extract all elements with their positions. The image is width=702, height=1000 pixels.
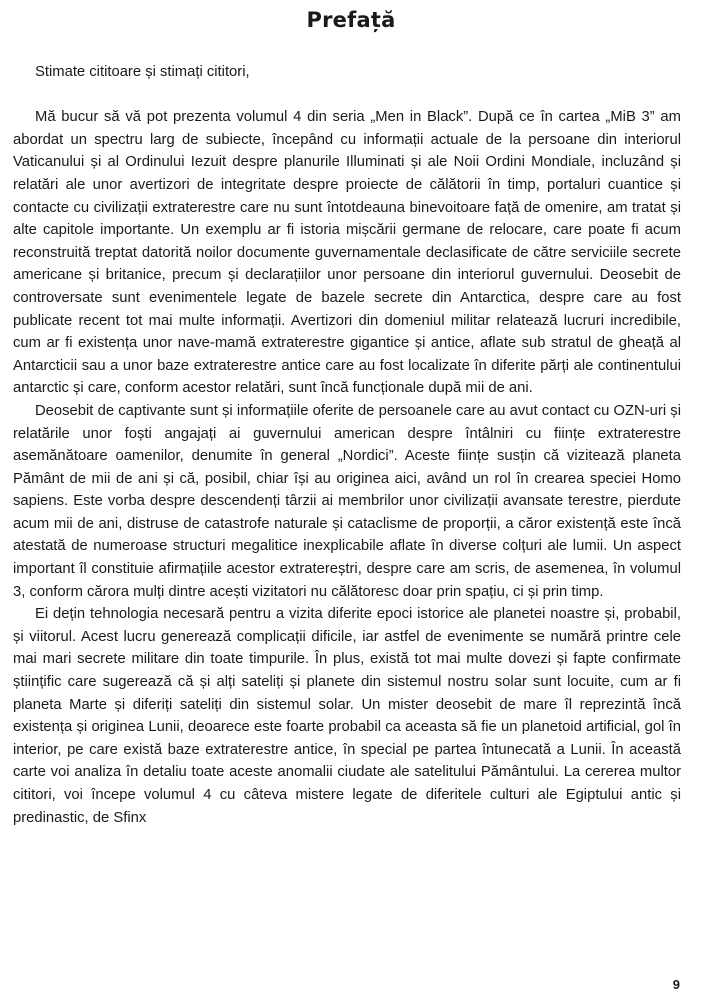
page-number: 9	[672, 977, 680, 992]
paragraph-1: Mă bucur să vă pot prezenta volumul 4 din seria „Men in Black”. După ce în cartea „MiB 3” am abordat un spectru larg de subiecte, începând cu informații actuale de la persoane din interiorul Vaticanului și al Ordinului Iezuit despre planurile Illuminati și ale Noii Ordini Mondiale, incluzând și relatări ale unor avertizori de integritate despre proiecte de călătorii în timp, portaluri cuantice și contacte cu civilizații extraterestre care nu sunt întotdeauna binevoitoare față de omenire, am tratat și alte capitole importante. Un exemplu ar fi istoria mișcării germane de relocare, care poate fi acum reconstruită treptat datorită noilor documente guvernamentale declasificate de către serviciile secrete americane și britanice, precum și declarațiilor unor persoane din interiorul guvernului. Deosebit de controversate sunt evenimentele legate de bazele secrete din Antarctica, despre care au fost publicate recent tot mai multe informații. Avertizori din domeniul militar relatează lucruri incredibile, cum ar fi existența unor nave-mamă extraterestre gigantice și antice, aflate sub stratul de gheață al Antarcticii sau a unor baze extraterestre antice care au fost localizate în diferite părți ale continentului antarctic și care, conform acestor relatări, sunt încă funcționale după mii de ani.	[13, 109, 681, 397]
paragraph-3: Ei dețin tehnologia necesară pentru a vizita diferite epoci istorice ale planetei noastre și, probabil, și viitorul. Acest lucru generează complicații dificile, iar astfel de evenimente se numără printre cele mai mari secrete militare din toate timpurile. În plus, există tot mai multe dovezi și fapte confirmate științific care sugerează că și alți sateliți și planete din sistemul nostru solar sunt locuite, cum ar fi planeta Marte și diferiți sateliți din sistemul solar. Un mister deosebit de mare îl reprezintă încă existența și originea Lunii, deoarece este foarte probabil ca aceasta să fie un planetoid artificial, gol în interior, pe care există baze extraterestre antice, în special pe partea întunecată a Lunii. În această carte voi analiza în detaliu toate aceste anomalii ciudate ale satelitului Pământului. La cererea multor cititori, voi începe volumul 4 cu câteva mistere legate de diferitele culturi ale Egiptului antic și predinastic, de Sfinx	[13, 606, 681, 826]
paragraph-2: Deosebit de captivante sunt și informațiile oferite de persoanele care au avut contact cu OZN-uri și relatările unor foști angajați ai guvernului american despre întâlniri cu ființe extraterestre asemănătoare oamenilor, denumite în general „Nordici”. Aceste ființe susțin că vizitează planeta Pământ de mii de ani și că, posibil, chiar își au originea aici, având un rol în crearea speciei Homo sapiens. Este vorba despre descendenți târzii ai membrilor unor civilizații avansate terestre, pierdute acum mii de ani, distruse de catastrofe naturale și cataclisme de proporții, a căror existență este încă atestată de numeroase structuri megalitice inexplicabile aflate în diverse colțuri ale lumii. Un aspect important îl constituie afirmațiile acestor extratereștri, despre care am scris, de asemenea, în volumul 3, conform cărora mulți dintre acești vizitatori nu călătoresc doar prin spațiu, ci și prin timp.	[13, 402, 681, 600]
salutation: Stimate cititoare și stimați cititori,	[35, 64, 250, 80]
page-title: Prefață	[306, 8, 396, 32]
preface-body	[13, 61, 681, 829]
